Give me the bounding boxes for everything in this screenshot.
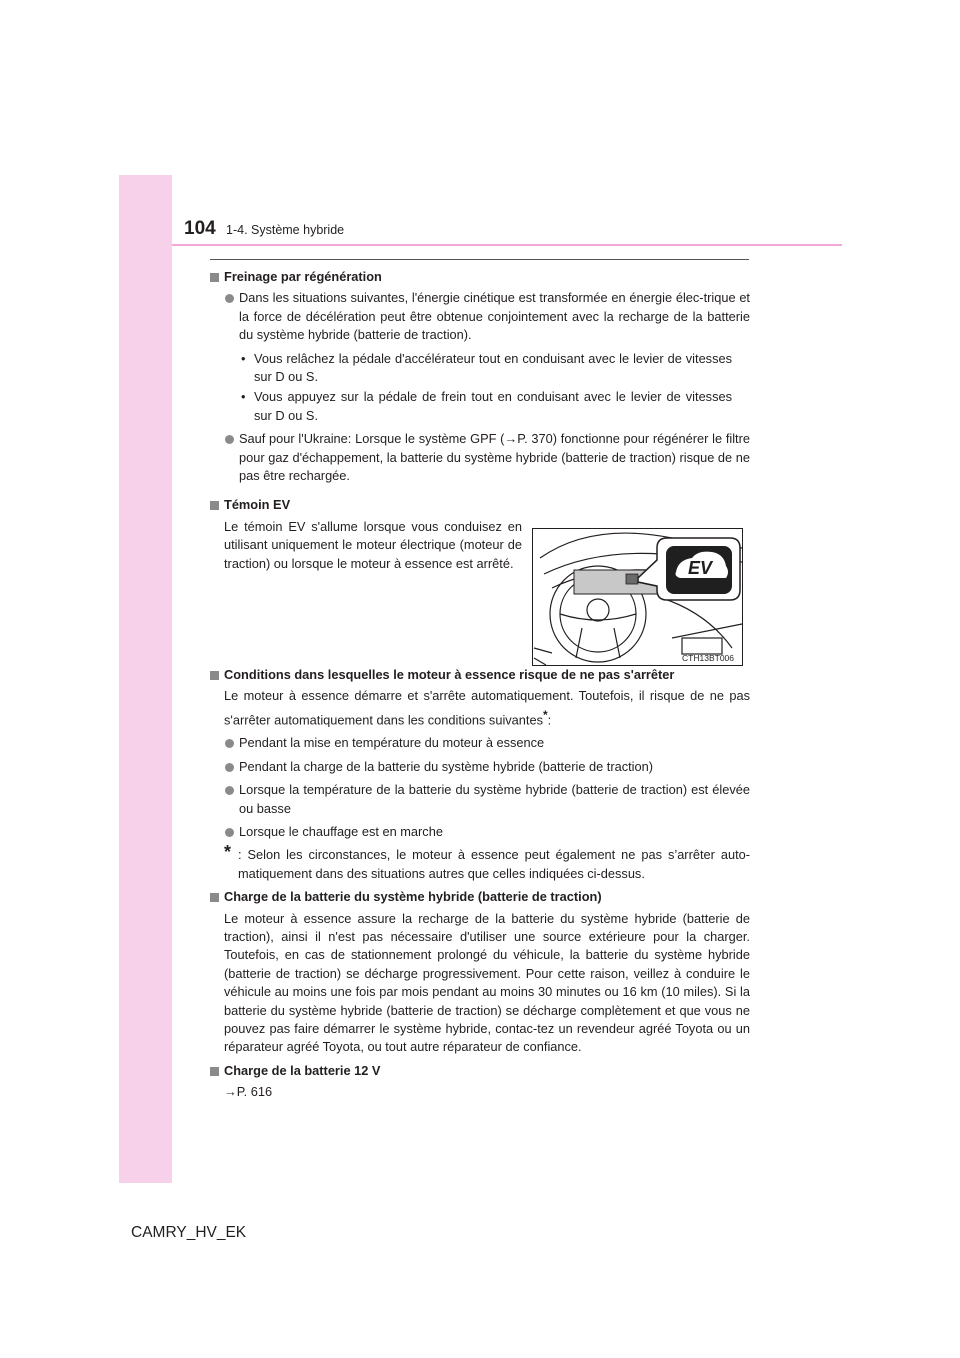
intro-end: :: [547, 711, 552, 727]
charge-description: Le moteur à essence assure la recharge de la batterie du système hybride (batterie de traction), ainsi il n'est pas nécessaire d'utiliser une source extérieure pour la charger. Toutefois, en cas de stationnement prolongé du véhicule, la batterie du système hybride (batterie de traction) se décharge progressivement. Pour cette raison, veillez à conduire le véhicule au moins une fois par mois pendant au moins 30 minutes ou 16 km (10 miles). Si la batterie du système hybride (batterie de traction) se décharge complètement et que vous ne pouvez pas faire démarrer le système hybride, contac-tez un revendeur agréé Toyota ou un réparateur agréé Toyota, ou tout autre réparateur de confiance.: [224, 910, 750, 1055]
heading-charge-batterie-hybride: Charge de la batterie du système hybride (batterie de traction): [210, 888, 750, 906]
ev-indicator-figure: [532, 528, 943, 666]
main-content: [210, 268, 750, 1102]
list-item: Lorsque la température de la batterie du système hybride (batterie de traction) est élevée ou basse: [210, 781, 750, 818]
heading-conditions: Conditions dans lesquelles le moteur à essence risque de ne pas s'arrêter: [210, 666, 750, 684]
list-item: Pendant la charge de la batterie du système hybride (batterie de traction): [210, 758, 750, 776]
list-item: Dans les situations suivantes, l'énergie cinétique est transformée en énergie élec-trique et la force de décélération peut être obtenue conjointement avec la recharge de la batterie du système hybride (batterie de traction).: [210, 289, 750, 344]
list-item: Sauf pour l'Ukraine: Lorsque le système GPF (→P. 370) fonctionne pour régénérer le filtre pour gaz d'échappement, la batterie du système hybride (batterie de traction) risque de ne pas être rechargée.: [210, 430, 750, 485]
header-rule: [172, 244, 842, 246]
footnote-text: : Selon les circonstances, le moteur à essence peut également ne pas s’arrêter auto-matiquement dans des situations autres que celles indiquées ci-dessus.: [238, 847, 750, 881]
footnote-star: *: [224, 842, 232, 863]
figure-code: CTH13BT006: [682, 652, 734, 663]
sub-list-item: • Vous appuyez sur la pédale de frein tout en conduisant avec le levier de vitesses sur D ou S.: [210, 388, 750, 425]
footnote-mark: *: [543, 707, 548, 722]
document-code: CAMRY_HV_EK: [131, 1224, 247, 1241]
sidebar-band: [119, 175, 172, 1183]
intro-text: Le moteur à essence démarre et s'arrête automatiquement. Toutefois, il risque de ne pas s'arrêter automatiquement dans les conditions suivantes: [224, 688, 750, 727]
ev-block: [210, 518, 750, 666]
footnote: [210, 842, 750, 883]
content-top-rule: [210, 259, 749, 260]
heading-charge-12v: Charge de la batterie 12 V: [210, 1062, 750, 1080]
list-item: Pendant la mise en température du moteur à essence: [210, 734, 750, 752]
heading-freinage: Freinage par régénération: [210, 268, 750, 286]
dashboard-illustration: [532, 528, 943, 666]
heading-temoin-ev: Témoin EV: [210, 496, 750, 514]
conditions-intro: [210, 687, 750, 729]
ev-description: Le témoin EV s'allume lorsque vous conduisez en utilisant uniquement le moteur électrique (moteur de traction) ou lorsque le moteur à essence est arrêté.: [224, 518, 522, 571]
page-number: 104: [184, 218, 216, 239]
section-title: 1-4. Système hybride: [226, 223, 345, 237]
ev-label: EV: [687, 557, 713, 578]
sub-list-item: • Vous relâchez la pédale d'accélérateur tout en conduisant avec le levier de vitesses sur D ou S.: [210, 350, 750, 387]
page-reference-link[interactable]: →P. 616: [224, 1084, 273, 1100]
list-item: Lorsque le chauffage est en marche: [210, 823, 750, 841]
